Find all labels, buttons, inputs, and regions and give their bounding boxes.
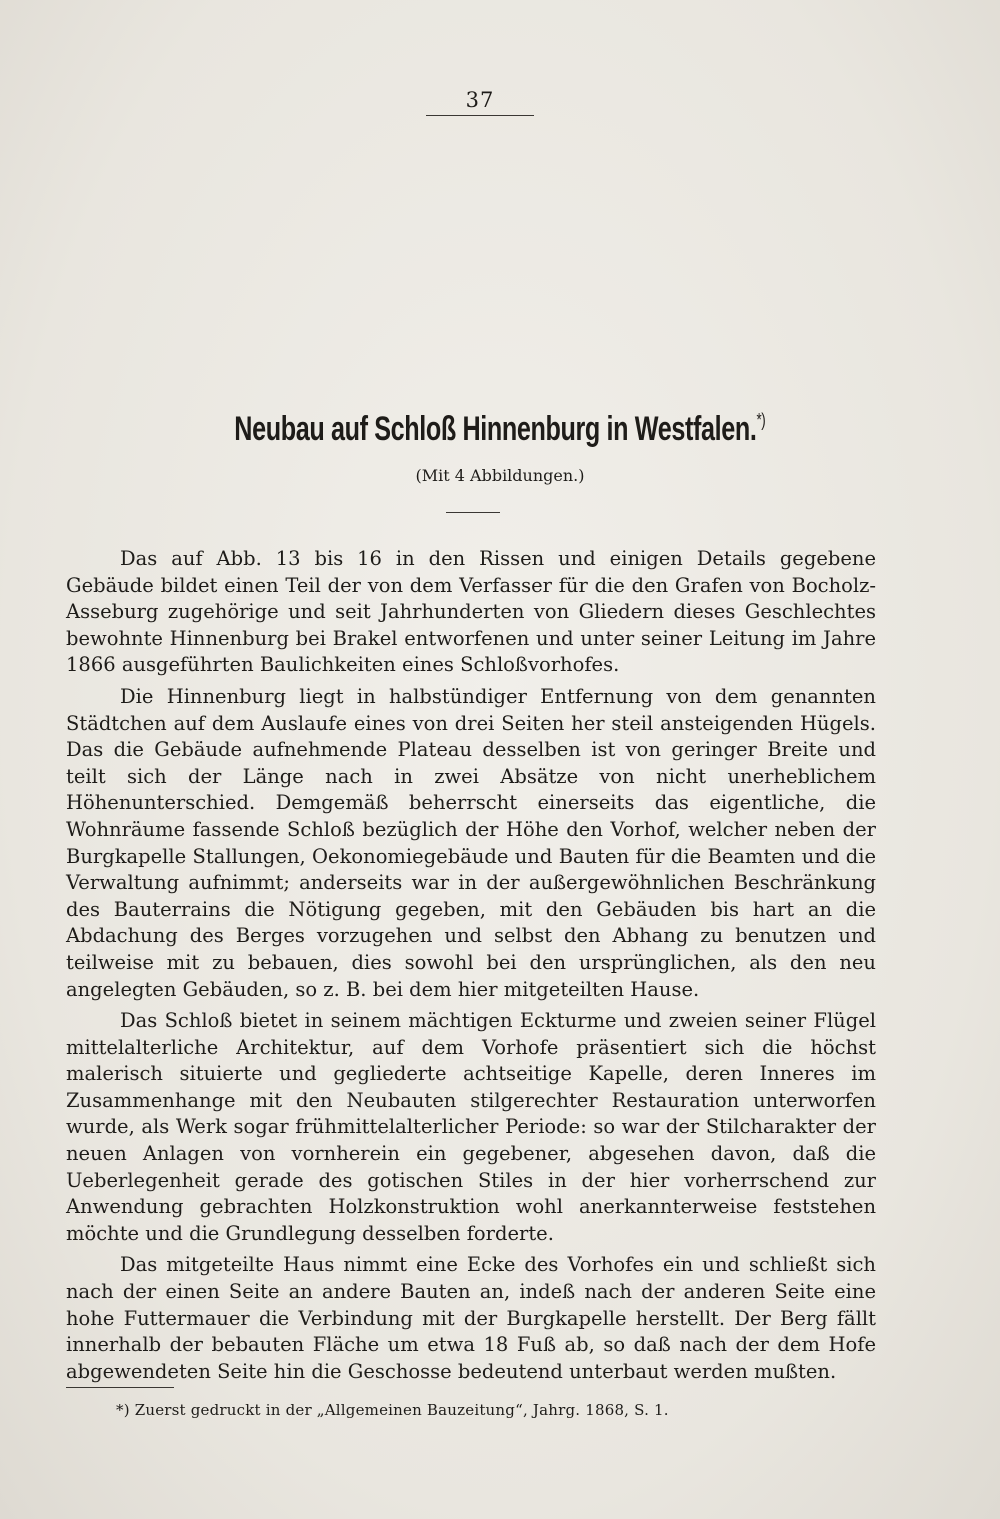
- paragraph: Das mitgeteilte Haus nimmt eine Ecke des Vorhofes ein und schließt sich nach der einen Seite an andere Bauten an, indeß nach der anderen Seite eine hohe Futtermauer die Verbindung mit der Burgkapelle herstellt. Der Berg fällt innerhalb der bebauten Fläche um etwa 18 Fuß ab, so daß nach der dem Hofe abgewendeten Seite hin die Geschosse bedeutend unterbaut werden mußten.: [66, 1253, 876, 1383]
- page-number: 37: [426, 88, 534, 116]
- title-footnote-mark: *): [756, 410, 766, 430]
- footnote-rule: [66, 1387, 174, 1388]
- paragraph: Das auf Abb. 13 bis 16 in den Rissen und einigen Details gegebene Gebäude bildet einen Teil der von dem Verfasser für die den Grafen von Bocholz-Asseburg zugehörige und seit Jahrhunderten von Gliedern dieses Geschlechtes bewohnte Hinnenburg bei Brakel entworfenen und unter seiner Leitung im Jahre 1866 ausgeführten Baulichkeiten eines Schloßvorhofes.: [66, 547, 876, 677]
- footnote: *) Zuerst gedruckt in der „Allgemeinen Bauzeitung“, Jahrg. 1868, S. 1.: [116, 1401, 669, 1419]
- article-body: [66, 546, 876, 1390]
- article-title: [234, 410, 765, 449]
- paragraph: Das Schloß bietet in seinem mächtigen Eckturme und zweien seiner Flügel mittelalterliche Architektur, auf dem Vorhofe präsentiert sich die höchst malerisch situierte und gegliederte achtseitige Kapelle, deren Inneres im Zusammenhange mit den Neubauten stilgerechter Restauration unterworfen wurde, als Werk sogar frühmittelalterlicher Periode: so war der Stilcharakter der neuen Anlagen von vornherein ein gegebener, abgesehen davon, daß die Ueberlegenheit gerade des gotischen Stiles in der hier vorherrschend zur Anwendung gebrachten Holzkonstruktion wohl anerkannterweise feststehen möchte und die Grundlegung desselben forderte.: [66, 1009, 876, 1245]
- paragraph: Die Hinnenburg liegt in halbstündiger Entfernung von dem genannten Städtchen auf dem Auslaufe eines von drei Seiten her steil ansteigenden Hügels. Das die Gebäude aufnehmende Plateau desselben ist von geringer Breite und teilt sich der Länge nach in zwei Absätze von nicht unerheblichem Höhenunterschied. Demgemäß beherrscht einerseits das eigentliche, die Wohnräume fassende Schloß bezüglich der Höhe den Vorhof, welcher neben der Burgkapelle Stallungen, Oekonomiegebäude und Bauten für die Beamten und die Verwaltung aufnimmt; anderseits war in der außergewöhnlichen Beschränkung des Bauterrains die Nötigung gegeben, mit den Gebäuden bis hart an die Abdachung des Berges vorzugehen und selbst den Abhang zu benutzen und teilweise mit zu bebauen, dies sowohl bei den ursprünglichen, als den neu angelegten Gebäuden, so z. B. bei dem hier mitgeteilten Hause.: [66, 684, 876, 1001]
- title-divider: [446, 512, 500, 513]
- article-title-text: Neubau auf Schloß Hinnenburg in Westfalen.: [234, 410, 757, 448]
- article-subtitle: (Mit 4 Abbildungen.): [415, 466, 585, 485]
- article-heading: [0, 410, 1000, 449]
